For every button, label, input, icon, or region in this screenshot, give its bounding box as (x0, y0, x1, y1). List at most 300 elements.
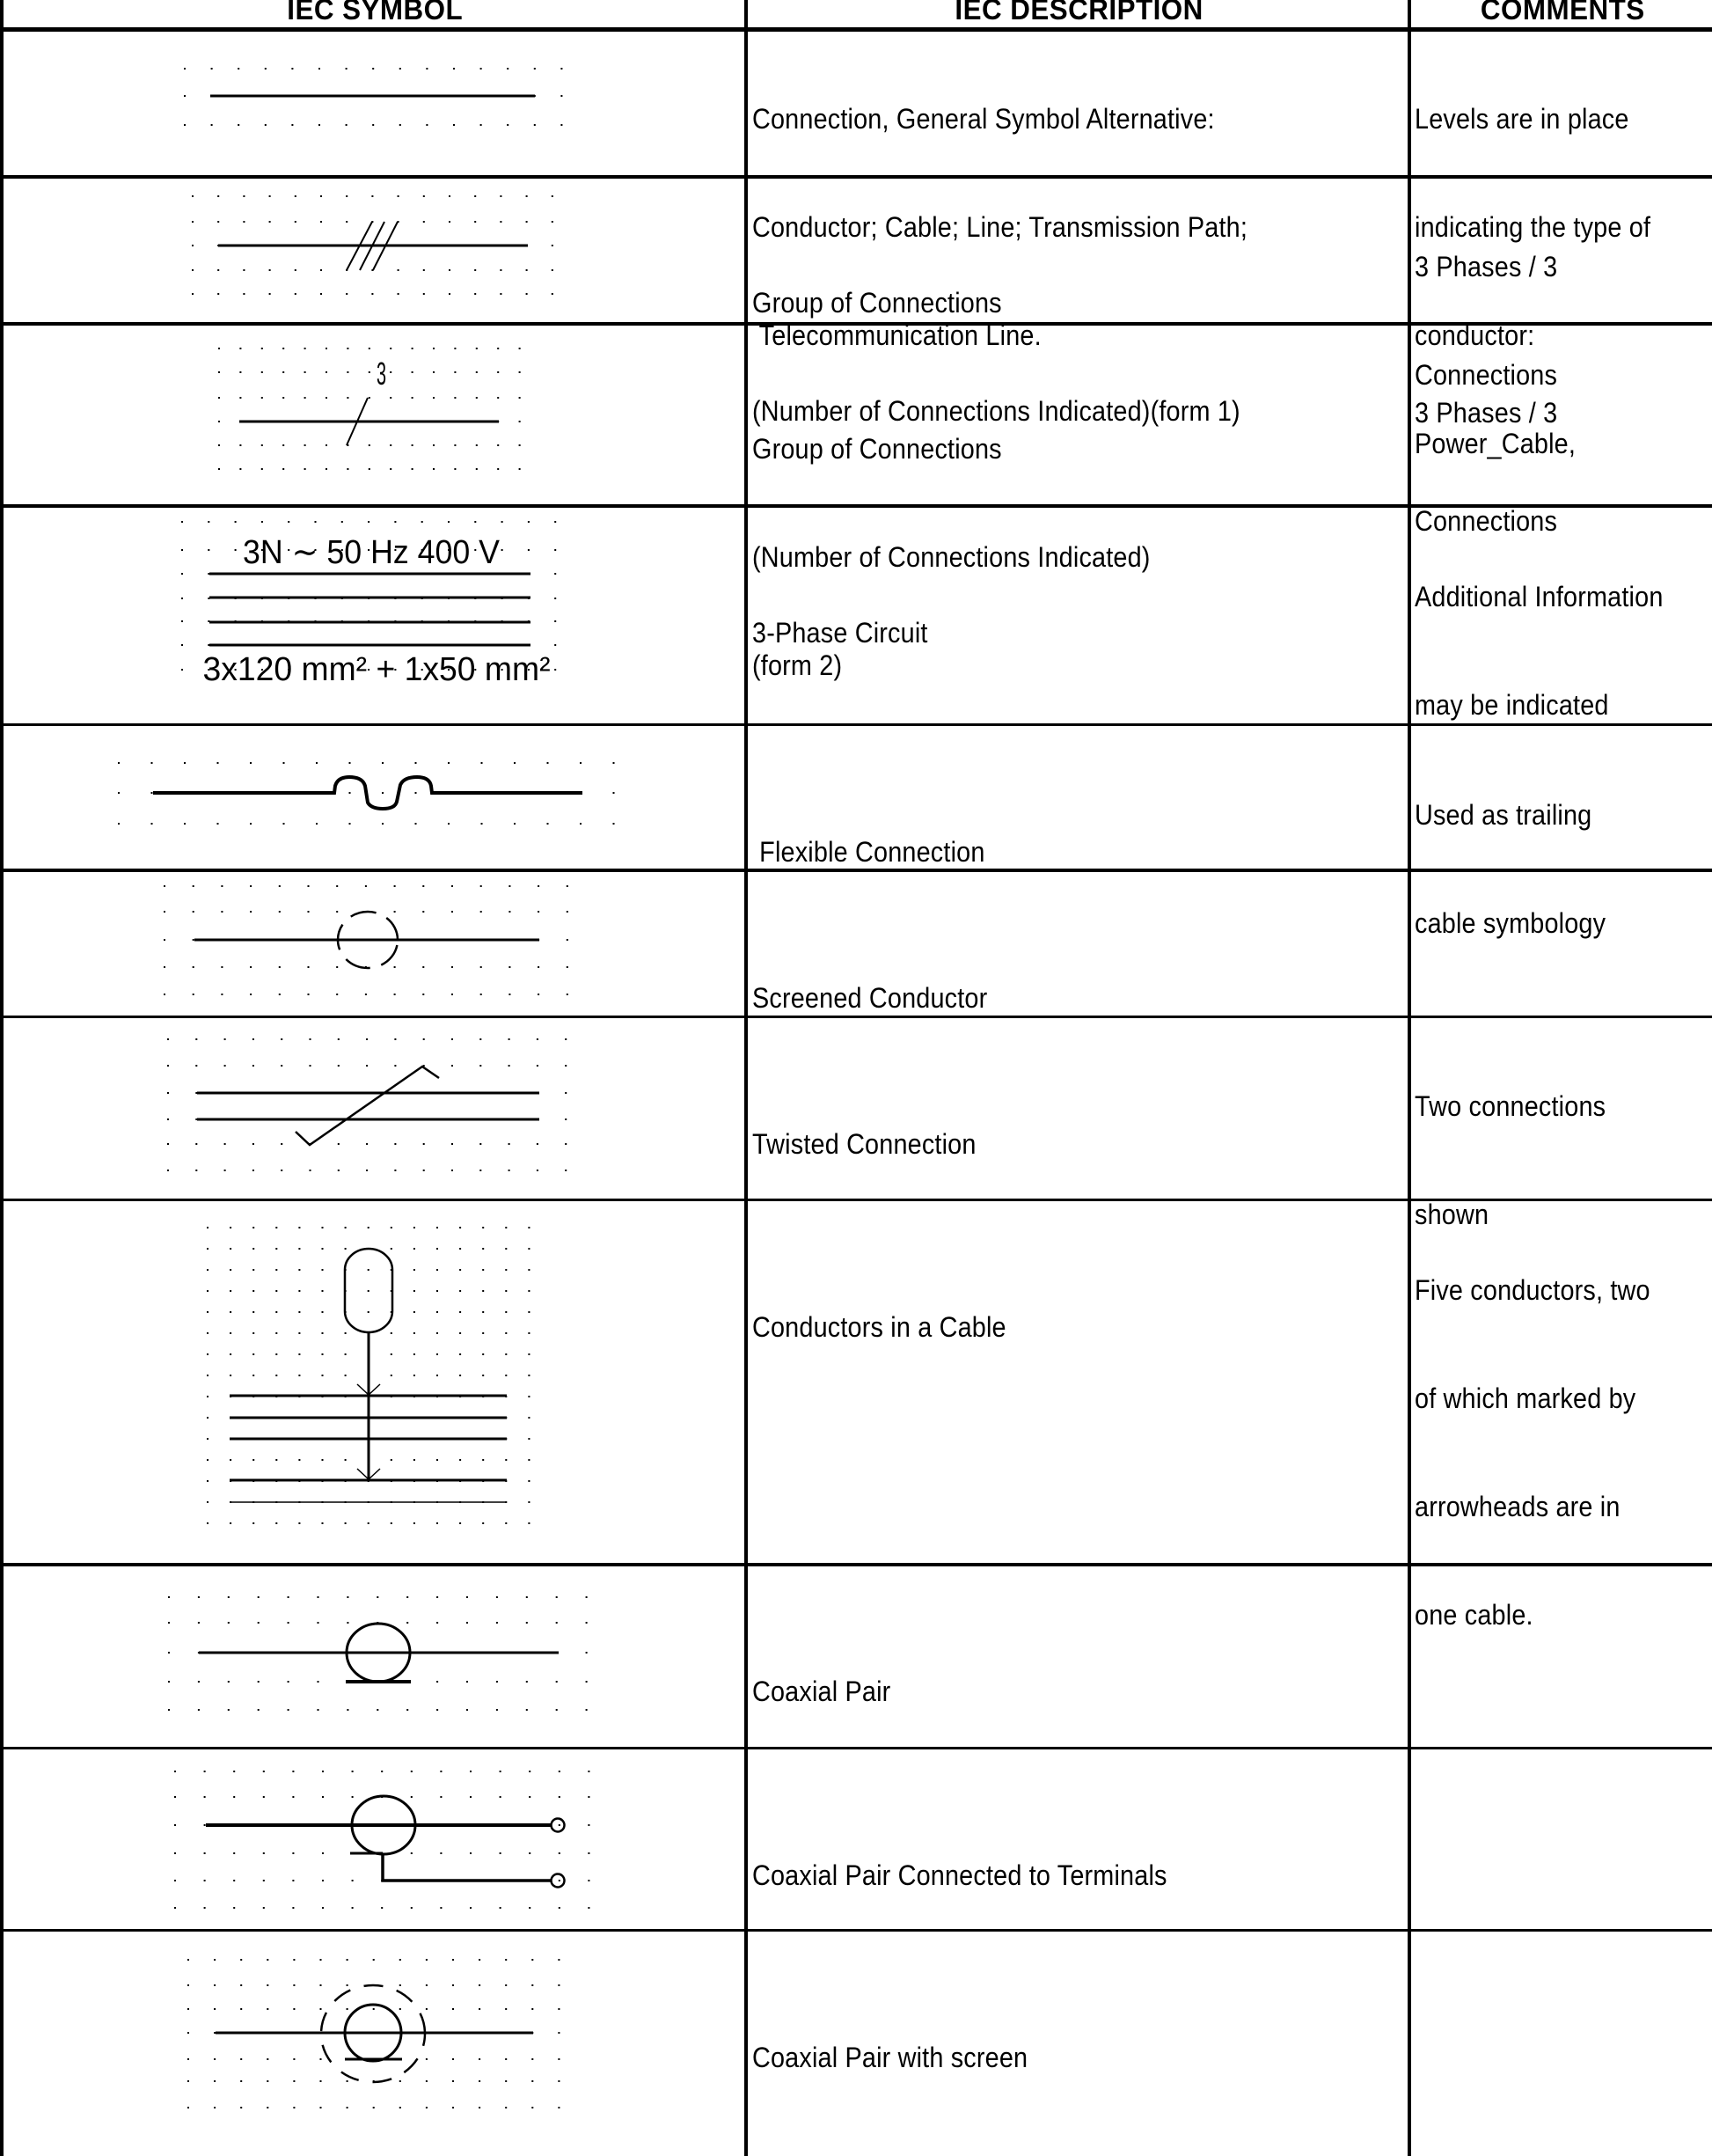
grid-dot (440, 1907, 442, 1909)
grid-dot (320, 293, 322, 295)
grid-dot (413, 1311, 415, 1313)
grid-dot (368, 1522, 369, 1524)
grid-dot (322, 1852, 324, 1854)
grid-dot (436, 1522, 438, 1524)
grid-dot (554, 598, 556, 599)
grid-dot (528, 1501, 530, 1503)
grid-dot (500, 221, 501, 223)
grid-dot (207, 1375, 209, 1376)
grid-dot (318, 1709, 319, 1711)
grid-dot (298, 1353, 300, 1355)
grid-dot (308, 994, 310, 995)
grid-dot (423, 221, 425, 223)
grid-dot (192, 245, 194, 246)
grid-dot (250, 966, 252, 968)
grid-dot (211, 68, 213, 70)
grid-dot (390, 348, 391, 349)
grid-dot (275, 1353, 277, 1355)
grid-dot (426, 1984, 428, 1986)
grid-dot (519, 468, 521, 470)
grid-dot (586, 1709, 588, 1711)
grid-dot (322, 1248, 324, 1250)
grid-dot (436, 1709, 438, 1711)
grid-dot (399, 124, 401, 126)
flexible-connection-icon (153, 777, 582, 809)
grid-dot (230, 1227, 231, 1228)
grid-dot (207, 1459, 209, 1461)
grid-dot (531, 2058, 533, 2060)
grid-dot (507, 124, 508, 126)
three-phase-rating-label: 3N ∼ 50 Hz 400 V (243, 534, 501, 571)
grid-dot (481, 823, 483, 825)
grid-dot (211, 124, 213, 126)
comment-line: of which marked by (1415, 1382, 1636, 1414)
grid-dot (304, 397, 306, 399)
grid-dot (265, 124, 267, 126)
grid-dot (282, 468, 284, 470)
grid-dot (316, 823, 318, 825)
grid-dot (371, 293, 373, 295)
three-phase-circuit-icon (209, 574, 530, 645)
grid-dot (459, 1353, 461, 1355)
grid-dot (240, 2080, 242, 2082)
grid-dot (174, 1824, 176, 1826)
grid-dot (470, 1771, 472, 1772)
grid-dot (292, 1771, 294, 1772)
grid-dot (207, 1311, 209, 1313)
grid-dot (240, 1959, 242, 1961)
grid-dot (193, 911, 194, 913)
grid-dot (391, 1248, 392, 1250)
grid-dot (318, 68, 320, 70)
grid-dot (346, 195, 348, 197)
description-line: (Number of Connections Indicated)(form 1) (752, 395, 1240, 427)
grid-dot (235, 549, 237, 551)
grid-dot (436, 1375, 438, 1376)
grid-dot (221, 966, 223, 968)
comment-line: conductor: (1415, 319, 1535, 351)
grid-dot (240, 2107, 242, 2108)
grid-dot (352, 1796, 354, 1798)
grid-dot (479, 1984, 480, 1986)
grid-dot (322, 1907, 324, 1909)
grid-dot (500, 1852, 501, 1854)
description-line: Screened Conductor (752, 982, 988, 1014)
grid-dot (479, 2058, 480, 2060)
grid-dot (459, 1522, 461, 1524)
grid-dot (252, 1375, 254, 1376)
grid-dot (538, 966, 539, 968)
grid-dot (315, 521, 317, 523)
grid-dot (406, 1709, 408, 1711)
grid-dot (345, 1332, 347, 1334)
grid-dot (267, 2058, 268, 2060)
grid-dot (480, 68, 482, 70)
grid-dot (164, 994, 165, 995)
grid-dot (413, 1459, 415, 1461)
grid-dot (433, 348, 435, 349)
grid-dot (480, 911, 482, 913)
grid-dot (373, 1959, 375, 1961)
grid-dot (500, 1907, 501, 1909)
grid-dot (214, 2107, 216, 2108)
grid-dot (567, 911, 568, 913)
grid-dot (282, 397, 284, 399)
grid-dot (534, 68, 536, 70)
grid-dot (263, 1771, 265, 1772)
grid-dot (500, 293, 501, 295)
grid-dot (482, 1290, 484, 1292)
grid-dot (559, 1852, 560, 1854)
grid-dot (230, 1248, 231, 1250)
grid-dot (322, 1459, 324, 1461)
description-line: Telecommunication Line. (752, 319, 1042, 351)
grid-dot (352, 1880, 354, 1881)
grid-dot (345, 1353, 347, 1355)
grid-dot (275, 1290, 277, 1292)
grid-dot (406, 1596, 408, 1598)
grid-dot (413, 1353, 415, 1355)
grid-dot (318, 1681, 319, 1683)
grid-dot (347, 371, 348, 373)
grid-dot (505, 1227, 507, 1228)
grid-dot (559, 1796, 560, 1798)
grid-dot (295, 195, 296, 197)
grid-dot (436, 1311, 438, 1313)
grid-dot (336, 966, 338, 968)
grid-dot (552, 269, 553, 271)
grid-dot (233, 1880, 235, 1881)
grid-dot (288, 1709, 289, 1711)
grid-dot (538, 911, 539, 913)
grid-dot (449, 195, 450, 197)
grid-dot (326, 468, 327, 470)
grid-dot (479, 1038, 481, 1040)
grid-dot (391, 1522, 392, 1524)
grid-dot (449, 221, 450, 223)
grid-dot (529, 1907, 530, 1909)
grid-dot (436, 1290, 438, 1292)
grid-dot (394, 1143, 396, 1145)
grid-dot (505, 2058, 507, 2060)
grid-dot (391, 1353, 392, 1355)
grid-dot (218, 371, 220, 373)
grid-dot (366, 1170, 368, 1171)
grid-dot (326, 348, 327, 349)
grid-dot (436, 1622, 438, 1624)
grid-dot (218, 421, 220, 422)
grid-dot (531, 2107, 533, 2108)
header-iec-description-label: IEC DESCRIPTION (955, 0, 1204, 26)
grid-dot (322, 1227, 324, 1228)
grid-dot (265, 68, 267, 70)
grid-dot (436, 1332, 438, 1334)
grid-dot (218, 348, 220, 349)
grid-dot (233, 1907, 235, 1909)
grid-dot (552, 221, 553, 223)
group-of-connections-form-1-icon (218, 222, 528, 270)
grid-dot (239, 468, 241, 470)
grid-dot (238, 124, 239, 126)
grid-dot (528, 1480, 530, 1482)
twisted-connection-icon (197, 1067, 539, 1145)
grid-dot (508, 994, 510, 995)
grid-dot (554, 669, 556, 671)
grid-dot (279, 885, 281, 887)
grid-dot (326, 397, 327, 399)
grid-dot (326, 371, 327, 373)
grid-dot (480, 885, 482, 887)
grid-dot (519, 421, 521, 422)
grid-dot (282, 444, 284, 446)
grid-dot (482, 1522, 484, 1524)
grid-dot (508, 966, 510, 968)
grid-dot (567, 994, 568, 995)
grid-dot (411, 1852, 413, 1854)
grid-dot (531, 2080, 533, 2082)
grid-dot (214, 1959, 216, 1961)
grid-dot (459, 1248, 461, 1250)
grid-dot (567, 966, 568, 968)
grid-dot (291, 68, 293, 70)
grid-dot (534, 124, 536, 126)
grid-dot (304, 444, 306, 446)
grid-dot (451, 1143, 453, 1145)
grid-dot (508, 885, 510, 887)
grid-dot (412, 371, 413, 373)
grid-dot (440, 1771, 442, 1772)
grid-dot (267, 2008, 268, 2010)
grid-dot (168, 1622, 170, 1624)
comment-line: Connections (1415, 359, 1558, 391)
grid-dot (281, 1065, 282, 1067)
grid-dot (275, 1269, 277, 1271)
grid-dot (368, 1269, 369, 1271)
grid-dot (454, 371, 456, 373)
grid-dot (466, 1709, 468, 1711)
description-line: Coaxial Pair (752, 1676, 891, 1707)
grid-dot (528, 1332, 530, 1334)
grid-dot (195, 1143, 197, 1145)
description-line: Group of Connections (752, 287, 1002, 319)
grid-dot (298, 1522, 300, 1524)
grid-dot (537, 1143, 538, 1145)
grid-dot (261, 444, 263, 446)
dot-grids (118, 68, 615, 2108)
grid-dot (187, 1959, 189, 1961)
grid-dot (436, 1227, 438, 1228)
grid-dot (526, 293, 528, 295)
grid-dot (168, 1596, 170, 1598)
grid-dot (422, 885, 424, 887)
grid-dot (500, 1771, 501, 1772)
grid-dot (336, 885, 338, 887)
grid-dot (279, 994, 281, 995)
grid-dot (470, 1852, 472, 1854)
grid-dot (426, 1959, 428, 1961)
grid-dot (426, 2008, 428, 2010)
grid-dot (413, 1248, 415, 1250)
grid-dot (336, 994, 338, 995)
grid-dot (426, 2058, 428, 2060)
comment-line: one cable. (1415, 1599, 1533, 1631)
grid-dot (451, 994, 453, 995)
grid-dot (275, 1248, 277, 1250)
grid-dot (267, 1984, 268, 1986)
grid-dot (413, 1290, 415, 1292)
grid-dot (275, 1311, 277, 1313)
grid-dot (308, 885, 310, 887)
grid-dot (413, 1227, 415, 1228)
grid-dot (320, 1959, 322, 1961)
grid-dot (167, 1170, 169, 1171)
grid-dot (195, 1170, 197, 1171)
grid-dot (482, 1248, 484, 1250)
grid-dot (261, 521, 263, 523)
grid-dot (261, 348, 263, 349)
grid-dot (552, 245, 553, 246)
coaxial-pair-icon (199, 1624, 559, 1682)
grid-dot (252, 1248, 254, 1250)
grid-dot (454, 397, 456, 399)
description-line: (Number of Connections Indicated) (752, 541, 1151, 573)
grid-dot (320, 2107, 322, 2108)
description-line: Conductor; Cable; Line; Transmission Path; (752, 211, 1248, 243)
grid-dot (436, 1681, 438, 1683)
grid-dot (298, 1311, 300, 1313)
grid-dot (501, 549, 503, 551)
grid-dot (415, 762, 417, 764)
grid-dot (204, 1824, 206, 1826)
grid-dot (479, 2107, 480, 2108)
grid-dot (164, 939, 165, 941)
grid-dot (291, 124, 293, 126)
grid-dot (193, 966, 194, 968)
grid-dot (426, 2107, 428, 2108)
grid-dot (281, 1038, 282, 1040)
grid-dot (347, 468, 348, 470)
grid-dot (181, 644, 183, 646)
grid-dot (281, 1143, 282, 1145)
grid-dot (261, 371, 263, 373)
grid-dot (391, 1375, 392, 1376)
comment-line: Power_Cable, (1415, 428, 1577, 459)
grid-dot (508, 1065, 510, 1067)
grid-dot (252, 1332, 254, 1334)
grid-dot (559, 1880, 560, 1881)
grid-dot (466, 1681, 468, 1683)
grid-dot (500, 1796, 501, 1798)
grid-dot (263, 1907, 265, 1909)
grid-dot (422, 994, 424, 995)
grid-dot (214, 1984, 216, 1986)
grid-dot (352, 1907, 354, 1909)
grid-dot (474, 221, 476, 223)
comment-line: may be indicated (1415, 689, 1609, 721)
grid-dot (565, 1118, 567, 1120)
grid-dot (505, 2107, 507, 2108)
grid-dot (399, 2107, 401, 2108)
grid-dot (406, 1622, 408, 1624)
grid-dot (207, 1438, 209, 1440)
grid-dot (238, 68, 239, 70)
grid-dot (349, 792, 351, 794)
grid-dot (250, 911, 252, 913)
grid-dot (426, 68, 428, 70)
grid-dot (422, 911, 424, 913)
grid-dot (204, 1907, 206, 1909)
grid-dot (288, 1681, 289, 1683)
grid-dot (218, 468, 220, 470)
grid-dot (559, 1824, 560, 1826)
grid-dot (214, 2032, 216, 2034)
grid-dot (505, 2080, 507, 2082)
grid-dot (275, 1375, 277, 1376)
grid-dot (181, 669, 183, 671)
grid-dot (349, 823, 351, 825)
grid-dot (184, 68, 186, 70)
grid-dot (519, 397, 521, 399)
three-phase-cross-section-label: 3x120 mm² + 1x50 mm² (202, 651, 551, 688)
grid-dot (399, 68, 401, 70)
grid-dot (412, 444, 413, 446)
grid-dot (394, 521, 396, 523)
grid-dot (198, 1622, 200, 1624)
grid-dot (151, 762, 153, 764)
grid-dot (366, 1038, 368, 1040)
header-comments-label: COMMENTS (1480, 0, 1645, 26)
grid-dot (412, 397, 413, 399)
grid-dot (554, 549, 556, 551)
grid-dot (269, 293, 271, 295)
grid-dot (164, 885, 165, 887)
grid-dot (322, 1880, 324, 1881)
grid-dot (252, 1143, 254, 1145)
grid-dot (412, 468, 413, 470)
grid-dot (347, 2080, 348, 2082)
grid-dot (221, 885, 223, 887)
grid-dot (554, 573, 556, 575)
grid-dot (505, 1375, 507, 1376)
grid-dot (224, 1038, 226, 1040)
grid-dot (415, 792, 417, 794)
grid-dot (174, 1771, 176, 1772)
grid-dot (341, 521, 343, 523)
grid-dot (167, 1092, 169, 1094)
grid-dot (195, 1038, 197, 1040)
grid-dot (288, 1596, 289, 1598)
grid-dot (413, 1522, 415, 1524)
grid-dot (292, 1852, 294, 1854)
grid-dot (580, 762, 582, 764)
grid-dot (449, 293, 450, 295)
grid-dot (230, 1269, 231, 1271)
grid-dot (413, 1375, 415, 1376)
grid-dot (459, 1311, 461, 1313)
grid-dot (292, 1907, 294, 1909)
grid-dot (261, 397, 263, 399)
grid-dot (440, 1796, 442, 1798)
grid-dot (476, 348, 478, 349)
grid-dot (230, 1522, 231, 1524)
grid-dot (283, 762, 285, 764)
grid-dot (164, 966, 165, 968)
grid-dot (391, 1459, 392, 1461)
grid-dot (480, 994, 482, 995)
grid-dot (366, 1065, 368, 1067)
grid-dot (230, 1290, 231, 1292)
grid-dot (204, 1852, 206, 1854)
